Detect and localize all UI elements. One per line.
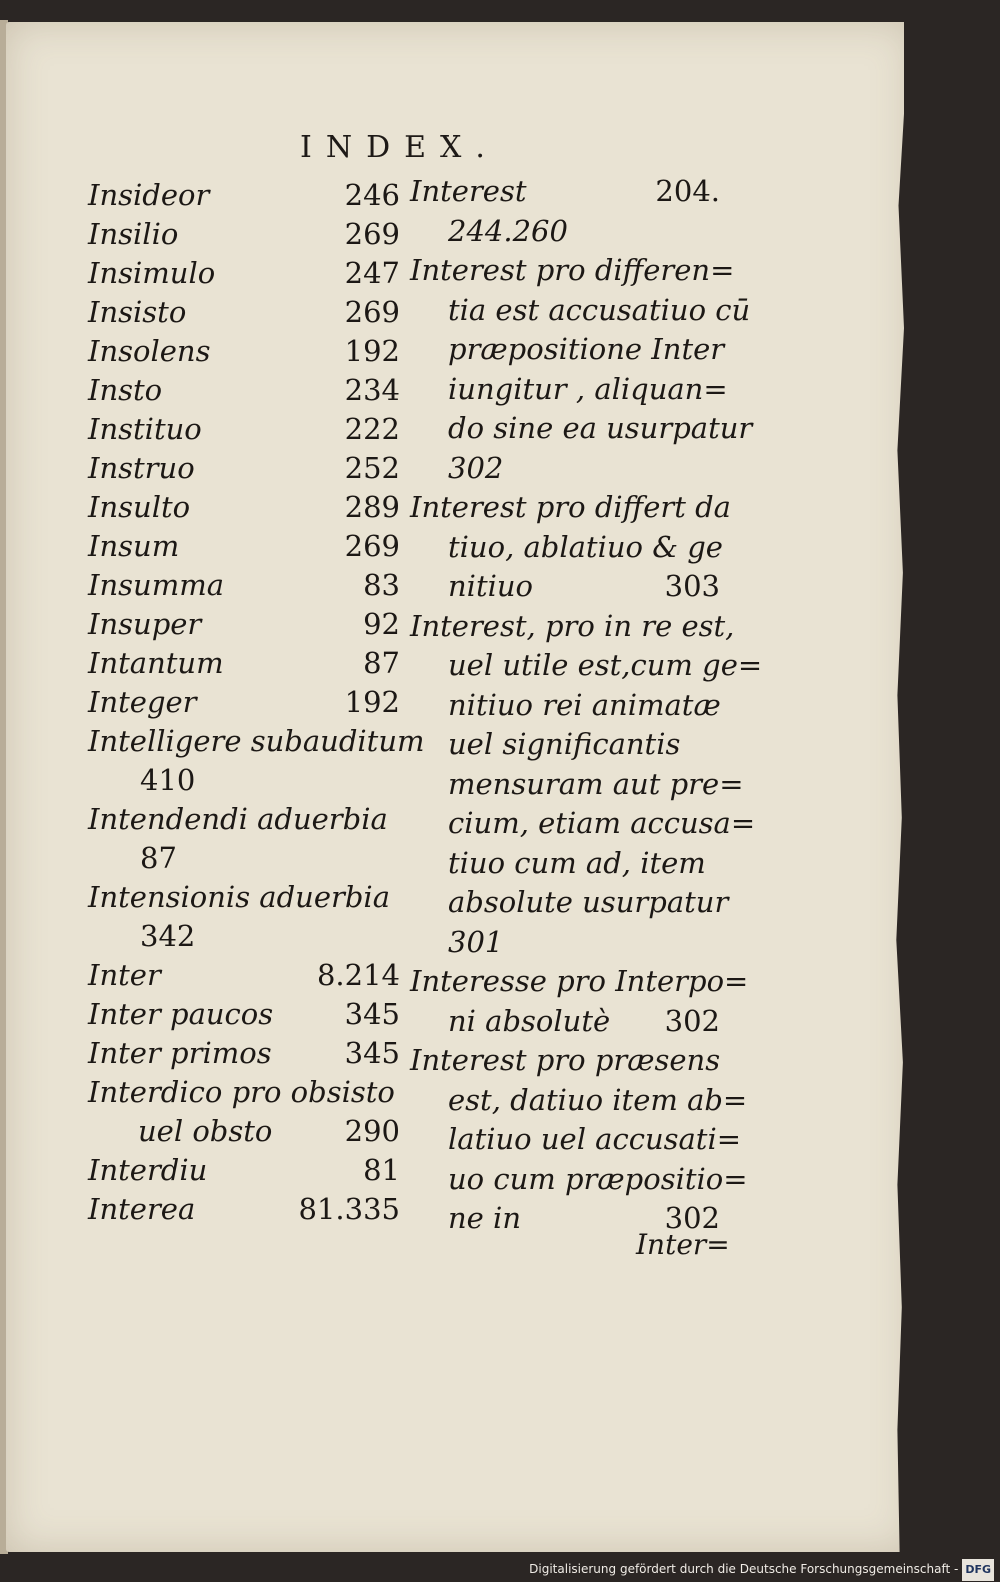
entry-page-number: 290 [344,1114,400,1148]
index-text-line [410,686,720,726]
entry-page-number: 192 [344,685,400,719]
index-text-line [410,528,723,568]
index-entry [88,722,425,761]
entry-term: Insolens [88,334,211,368]
index-entry [88,605,400,644]
entry-term: Insimulo [88,256,216,290]
entry-term: Insto [88,373,163,407]
index-text-line [410,725,720,765]
index-entry [88,995,400,1034]
index-entry [88,761,400,800]
entry-term: Inter paucos [88,997,274,1031]
line-text: Interest, pro in re est, [410,608,735,643]
line-text: 302 [448,450,504,485]
index-entry [88,956,400,995]
index-column-left [88,176,425,1229]
entry-term: Interea [88,1192,196,1226]
entry-term: Insumma [88,568,224,602]
line-text: latiuo uel accusati= [448,1122,742,1156]
line-text: Interest pro præsens [410,1043,721,1077]
page-header: INDEX. [300,130,499,165]
index-text-line [410,370,728,410]
line-text: 244.260 [448,213,568,248]
index-entry [88,1112,400,1151]
index-entry [88,1034,400,1073]
index-text-line [410,567,720,607]
index-entry [88,449,400,488]
entry-term: Intelligere subauditum [88,724,425,758]
index-text-line [410,409,753,449]
entry-page-number: 269 [344,529,400,563]
index-entry [88,488,400,527]
entry-term: Instituo [88,412,202,446]
line-text: tiuo, ablatiuo & ge [448,529,723,564]
entry-page-number: 83 [363,568,400,602]
index-entry [88,917,400,956]
index-entry [88,644,400,683]
line-text: cium, etiam accusa= [448,806,756,840]
line-text: ne in [448,1201,522,1235]
index-entry [88,839,400,878]
entry-term: Interdico pro obsisto [88,1075,395,1109]
entry-term: Insulto [88,490,191,524]
index-text-line [410,251,735,291]
line-text: uo cum præpositio= [448,1161,748,1196]
line-text: est, datiuo item ab= [448,1082,748,1117]
index-entry [88,527,400,566]
entry-term: 342 [140,919,196,953]
entry-page-number: 302 [664,1003,720,1038]
entry-term: uel obsto [138,1114,273,1148]
index-entry [88,683,400,722]
entry-page-number: 204. [655,174,720,208]
index-text-line [410,883,729,923]
index-entry [88,1073,400,1112]
line-text: præpositione Inter [448,332,725,366]
index-entry [88,1190,400,1229]
entry-term: Insisto [88,295,187,329]
entry-term: 410 [140,763,196,797]
entry-page-number: 81 [363,1153,400,1187]
entry-page-number: 289 [344,490,400,524]
line-text: Interest [410,174,527,208]
index-entry [88,215,400,254]
entry-page-number: 345 [344,997,400,1031]
index-entry [88,410,400,449]
line-text: 301 [448,924,504,959]
line-text: absolute usurpatur [448,885,729,919]
line-text: uel significantis [448,727,681,761]
entry-page-number: 303 [664,569,720,603]
entry-term: Insideor [88,178,210,212]
entry-page-number: 92 [363,607,400,641]
entry-page-number: 8.214 [316,958,400,992]
index-entry [88,254,400,293]
entry-page-number: 246 [344,178,400,212]
dfg-logo: DFG [962,1559,994,1581]
footer-text: Digitalisierung gefördert durch die Deutsche Forschungsgemeinschaft - [529,1562,959,1576]
index-text-line [410,449,720,489]
index-entry [88,566,400,605]
entry-page-number: 345 [344,1036,400,1070]
index-text-line [410,1160,748,1200]
line-text: ni absolutè [448,1003,611,1038]
index-entry [88,1151,400,1190]
index-text-line [410,488,731,528]
entry-page-number: 234 [344,373,400,407]
index-entry [88,332,400,371]
index-text-line [410,172,720,212]
index-entry [88,800,400,839]
index-column-right [410,172,763,1239]
line-text: uel utile est,cum ge= [448,648,763,682]
entry-page-number: 252 [344,451,400,485]
index-text-line [410,291,751,331]
index-text-line [410,765,744,805]
line-text: Interest pro differen= [410,253,735,287]
entry-term: Insum [88,529,180,563]
index-text-line [410,212,720,252]
index-entry [88,878,400,917]
line-text: tia est accusatiuo cū [448,292,751,327]
line-text: nitiuo [448,569,534,603]
line-text: do sine ea usurpatur [448,411,753,445]
entry-page-number: 222 [344,412,400,446]
entry-term: Intantum [88,646,224,680]
index-text-line [410,1002,720,1042]
entry-term: 87 [140,841,177,875]
index-text-line [410,1081,748,1121]
entry-page-number: 87 [363,646,400,680]
index-text-line [410,330,725,370]
entry-term: Integer [88,685,197,719]
index-entry [88,293,400,332]
index-text-line [410,962,749,1002]
entry-term: Intensionis aduerbia [88,880,390,914]
entry-page-number: 302 [664,1201,720,1235]
dfg-footer [529,1558,994,1580]
index-text-line [410,844,720,884]
entry-term: Intendendi aduerbia [88,802,388,836]
line-text: nitiuo rei animatæ [448,687,721,722]
catchword: Inter= [636,1228,730,1261]
entry-term: Insuper [88,607,202,641]
entry-term: Interdiu [88,1153,208,1187]
entry-page-number: 269 [344,217,400,251]
entry-term: Inter [88,958,161,992]
entry-term: Inter primos [88,1036,272,1070]
index-entry [88,176,400,215]
entry-term: Instruo [88,451,195,485]
entry-term: Insilio [88,217,179,251]
index-text-line [410,804,756,844]
entry-page-number: 247 [344,256,400,290]
line-text: Interesse pro Interpo= [410,964,749,998]
index-text-line [410,1041,720,1081]
index-text-line [410,1120,742,1160]
line-text: tiuo cum ad, item [448,845,706,880]
index-entry [88,371,400,410]
index-text-line [410,923,720,963]
entry-page-number: 81.335 [298,1192,400,1226]
index-text-line [410,646,763,686]
index-text-line [410,607,735,647]
entry-page-number: 192 [344,334,400,368]
line-text: mensuram aut pre= [448,766,744,801]
line-text: iungitur , aliquan= [448,371,728,406]
line-text: Interest pro differt da [410,490,731,524]
entry-page-number: 269 [344,295,400,329]
